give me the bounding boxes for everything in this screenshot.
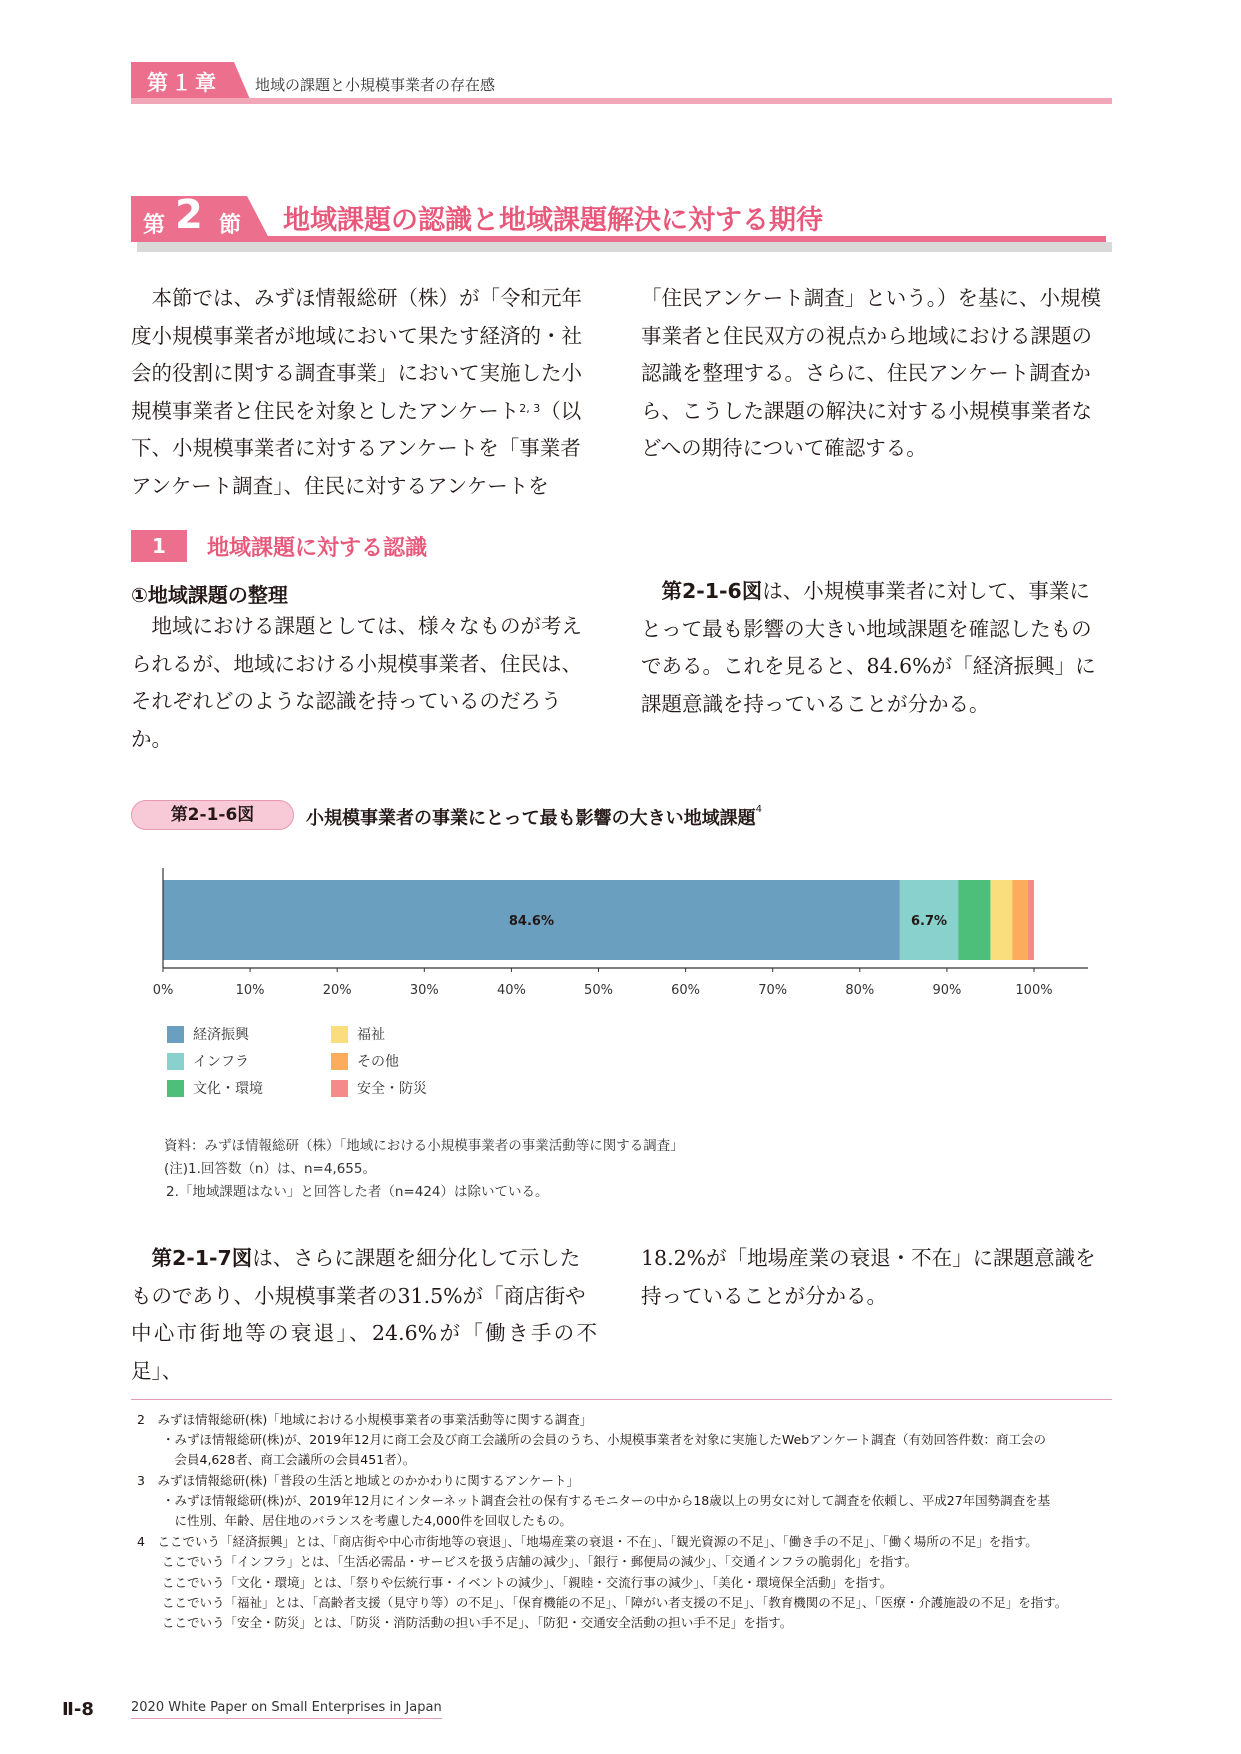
text-line: それぞれどのような認識を持っているのだろう (131, 689, 562, 713)
legend-item (331, 1053, 399, 1073)
section-shadow (137, 242, 1112, 252)
footnote-line: ここでいう「安全・防災」とは、「防災・消防活動の担い手不足」、「防犯・交通安全活動の担い手不足」を指す。 (137, 1615, 793, 1630)
footnote-line: 3 みずほ情報総研(株)「普段の生活と地域とのかかわりに関するアンケート」 (137, 1473, 579, 1488)
x-tick-label: 60% (671, 983, 701, 998)
source-note: 資料：みずほ情報総研（株）「地域における小規模事業者の事業活動等に関する調査」 (164, 1138, 684, 1154)
x-tick-label: 100% (1015, 983, 1053, 998)
footnote-ref: 4 (755, 804, 763, 815)
note-2: 2.「地域課題はない」と回答した者（n=424）は除いている。 (166, 1184, 549, 1200)
section-title: 地域課題の認識と地域課題解決に対する期待 (283, 205, 823, 236)
legend-item (167, 1053, 249, 1073)
text-line: 度小規模事業者が地域において果たす経済的・社 (131, 323, 582, 348)
x-tick-label: 90% (932, 983, 962, 998)
legend-item (167, 1026, 249, 1046)
legend-label: 文化・環境 (193, 1081, 263, 1097)
text-line: 下、小規模事業者に対するアンケートを「事業者 (131, 436, 581, 460)
para3-left-column (131, 1240, 597, 1390)
text-line: とって最も影響の大きい地域課題を確認したもの (641, 616, 1092, 641)
text-line: である。これを見ると、84.6%が「経済振興」に (641, 654, 1096, 678)
footnote-line: ここでいう「インフラ」とは、「生活必需品・サービスを扱う店舗の減少」、「銀行・郵便局の減少」、「交通インフラの脆弱化」を指す。 (137, 1554, 918, 1569)
para3-right-column (641, 1240, 1112, 1315)
text-line: 本節では、みずほ情報総研（株）が「令和元年 (131, 286, 582, 310)
legend-label: 経済振興 (193, 1027, 249, 1043)
text-line (641, 573, 1112, 611)
section-label-pre: 第 (143, 213, 166, 238)
para2-right-column (641, 573, 1112, 723)
publication-title: 2020 White Paper on Small Enterprises in Japan (131, 1700, 442, 1719)
text-line: 課題意識を持っていることが分かる。 (641, 691, 990, 716)
text-line: 地域における課題としては、様々なものが考え (131, 614, 582, 638)
text-line: ら、こうした課題の解決に対する小規模事業者な (641, 398, 1092, 423)
legend-label: その他 (357, 1054, 399, 1070)
x-tick-label: 0% (152, 983, 174, 998)
figure-ref: 第2-1-6図 (661, 579, 763, 603)
footnote-line: ここでいう「福祉」とは、「高齢者支援（見守り等）の不足」、「保育機能の不足」、「障がい者支援の不足」、「教育機関の不足」、「医療・介護施設の不足」を指す。 (137, 1595, 1068, 1610)
text-line: 中心市街地等の衰退」、24.6%が「働き手の不足」、 (131, 1321, 597, 1383)
text-line: どへの期待について確認する。 (641, 436, 927, 460)
legend-swatch (331, 1053, 348, 1070)
footnote-line: ここでいう「文化・環境」とは、「祭りや伝統行事・イベントの減少」、「親睦・交流行事の減少」、「美化・環境保全活動」を指す。 (137, 1575, 893, 1590)
text-line: アンケート調査」、住民に対するアンケートを (131, 473, 549, 498)
data-label: 84.6% (508, 914, 554, 929)
text-line: 事業者と住民双方の視点から地域における課題の (641, 323, 1092, 348)
figure-ref: 第2-1-7図 (151, 1246, 253, 1270)
text-line: 会的役割に関する調査事業」において実施した小 (131, 361, 582, 385)
stacked-bar-chart (130, 860, 1090, 1010)
footnote-line: ・みずほ情報総研(株)が、2019年12月に商工会及び商工会議所の会員のうち、小規模事業者を対象に実施したWebアンケート調査（有効回答件数：商工会の (137, 1432, 1046, 1447)
section-label-num: 2 (175, 192, 203, 238)
bar-segment (1012, 880, 1028, 960)
text-line: られるが、地域における小規模事業者、住民は、 (131, 651, 582, 676)
chapter-label: 第１章 (131, 62, 234, 104)
chart-legend (167, 1026, 567, 1106)
subsubsection-title: ①地域課題の整理 (131, 583, 288, 607)
x-tick-label: 10% (235, 983, 265, 998)
footnote-line: 2 みずほ情報総研(株)「地域における小規模事業者の事業活動等に関する調査」 (137, 1412, 593, 1427)
figure-label: 第2-1-6図 (131, 800, 294, 830)
subsection-title: 地域課題に対する認識 (207, 536, 428, 561)
chapter-title: 地域の課題と小規模事業者の存在感 (255, 76, 496, 94)
legend-swatch (331, 1080, 348, 1097)
text-segment: は、さらに課題を細分化して示した (252, 1246, 581, 1270)
intro-left-column (131, 280, 597, 505)
page-number: Ⅱ-8 (62, 1699, 94, 1720)
chapter-divider (131, 98, 1112, 104)
legend-label: 安全・防災 (357, 1081, 427, 1097)
figure-title (306, 804, 762, 830)
text-line: 18.2%が「地場産業の衰退・不在」に課題意識を (641, 1246, 1096, 1270)
intro-right-column (641, 280, 1112, 468)
x-tick-label: 30% (409, 983, 439, 998)
text-line (131, 393, 597, 431)
bar-segment (1028, 880, 1034, 960)
note-1: (注)1.回答数（n）は、n=4,655。 (164, 1161, 376, 1177)
figure-title-text: 小規模事業者の事業にとって最も影響の大きい地域課題 (306, 808, 756, 829)
x-tick-label: 80% (845, 983, 875, 998)
text-segment: 規模事業者と住民を対象としたアンケート (131, 398, 520, 423)
legend-swatch (167, 1026, 184, 1043)
x-tick-label: 40% (496, 983, 526, 998)
section-heading (131, 192, 1112, 252)
x-tick-label: 50% (584, 983, 613, 998)
footnote-line: 会員4,628者、商工会議所の会員451者）。 (137, 1452, 416, 1467)
x-tick-label: 70% (758, 983, 788, 998)
legend-item (331, 1026, 385, 1046)
text-line: 「住民アンケート調査」という。）を基に、小規模 (641, 286, 1102, 310)
footnote-ref: 2, 3 (519, 401, 541, 415)
bar-segment (958, 880, 990, 960)
legend-item (331, 1080, 427, 1100)
text-line: ものであり、小規模事業者の31.5%が「商店街や (131, 1283, 586, 1308)
footnote-line: に性別、年齢、居住地のバランスを考慮した4,000件を回収したもの。 (137, 1513, 572, 1528)
footnote-line: ・みずほ情報総研(株)が、2019年12月にインターネット調査会社の保有するモニターの中から18歳以上の男女に対して調査を依頼し、平成27年国勢調査を基 (137, 1493, 1051, 1508)
legend-swatch (167, 1080, 184, 1097)
subsection-number: 1 (131, 530, 187, 562)
legend-item (167, 1080, 263, 1100)
data-label: 6.7% (911, 914, 948, 929)
legend-swatch (331, 1026, 348, 1043)
legend-label: インフラ (193, 1054, 249, 1070)
para2-left-column (131, 608, 597, 758)
text-line: 認識を整理する。さらに、住民アンケート調査か (641, 361, 1091, 385)
section-label-post: 節 (219, 213, 242, 238)
text-segment: は、小規模事業者に対して、事業に (762, 579, 1090, 603)
text-line: か。 (131, 726, 172, 751)
bar-segment (990, 880, 1012, 960)
section-label (131, 192, 247, 242)
legend-label: 福祉 (357, 1027, 385, 1043)
x-tick-label: 20% (322, 983, 352, 998)
footnote-divider (131, 1399, 1112, 1400)
text-segment: （以 (540, 398, 582, 423)
text-line: 持っていることが分かる。 (641, 1283, 887, 1308)
footnote-line: 4 ここでいう「経済振興」とは、「商店街や中心市街地等の衰退」、「地場産業の衰退・不在」、「観光資源の不足」、「働き手の不足」、「働く場所の不足」を指す。 (137, 1534, 1038, 1549)
text-line (131, 1240, 597, 1278)
legend-swatch (167, 1053, 184, 1070)
